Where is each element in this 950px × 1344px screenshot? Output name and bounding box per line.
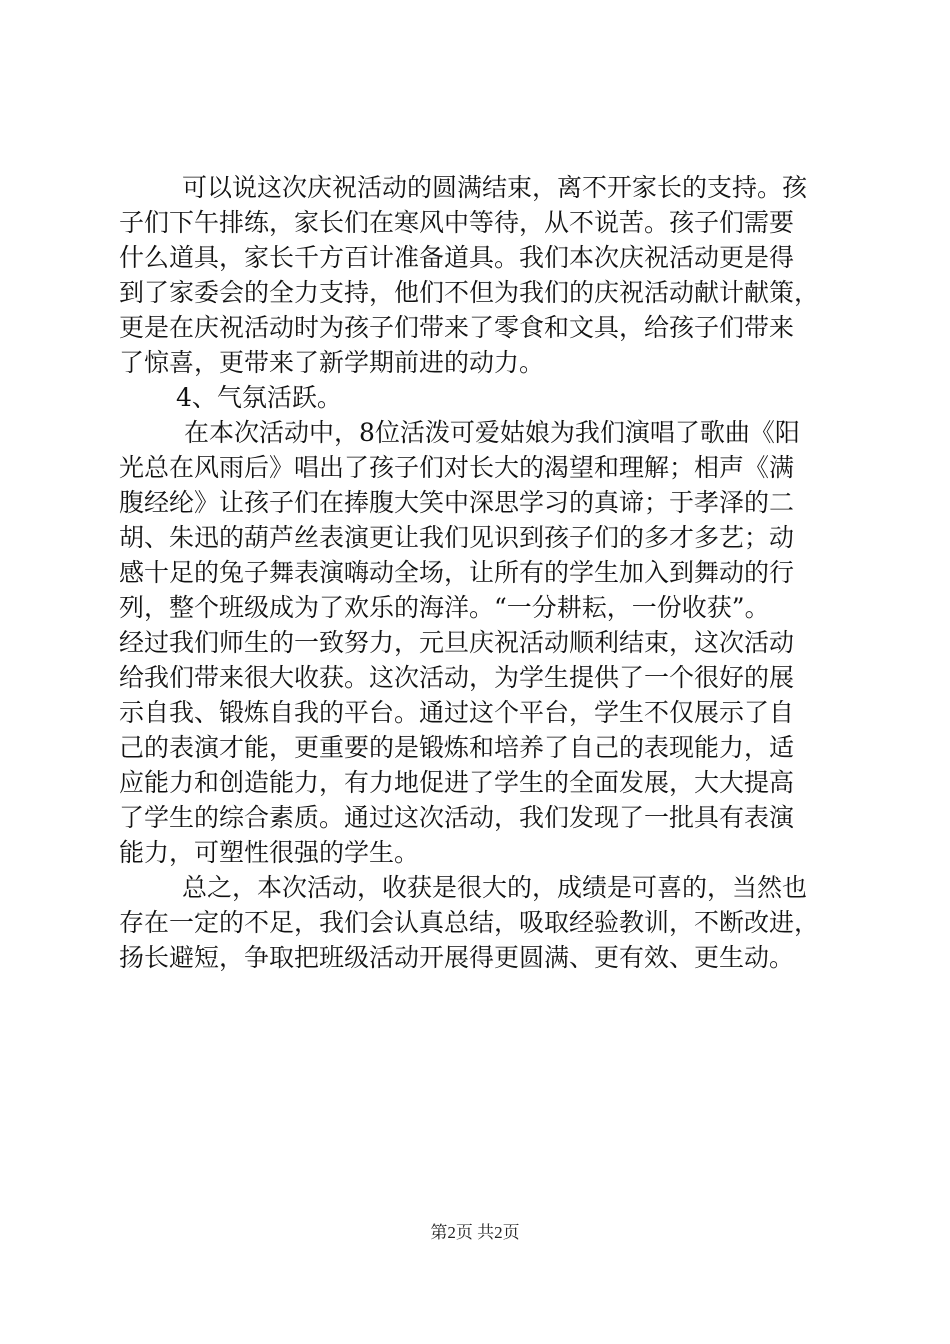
text-line: 经过我们师生的一致努力，元旦庆祝活动顺利结束，这次活动 (119, 628, 795, 657)
text-line: 到了家委会的全力支持，他们不但为我们的庆祝活动献计献策， (119, 278, 820, 307)
text-line: 更是在庆祝活动时为孩子们带来了零食和文具，给孩子们带来 (119, 313, 795, 342)
text-line: 腹经纶》让孩子们在捧腹大笑中深思学习的真谛；于孝泽的二 (119, 488, 795, 517)
text-line: 了学生的综合素质。通过这次活动，我们发现了一批具有表演 (119, 803, 795, 832)
text-line: 示自我、锻炼自我的平台。通过这个平台，学生不仅展示了自 (119, 698, 795, 727)
text-line: 存在一定的不足，我们会认真总结，吸取经验教训，不断改进， (119, 908, 820, 937)
section-heading: 4、气氛活跃。 (176, 383, 342, 412)
text-line: 扬长避短，争取把班级活动开展得更圆满、更有效、更生动。 (119, 943, 795, 972)
page-number-footer: 第2页 共2页 (430, 1223, 520, 1242)
text-line: 感十足的兔子舞表演嗨动全场，让所有的学生加入到舞动的行 (119, 558, 795, 587)
text-line: 列，整个班级成为了欢乐的海洋。“一分耕耘，一份收获”。 (119, 593, 770, 622)
text-line: 应能力和创造能力，有力地促进了学生的全面发展，大大提高 (119, 768, 795, 797)
text-line: 子们下午排练，家长们在寒风中等待，从不说苦。孩子们需要 (119, 208, 795, 237)
text-line: 了惊喜，更带来了新学期前进的动力。 (119, 348, 545, 377)
text-line: 可以说这次庆祝活动的圆满结束，离不开家长的支持。孩 (182, 173, 808, 202)
text-line: 胡、朱迅的葫芦丝表演更让我们见识到孩子们的多才多艺；动 (119, 523, 795, 552)
text-line: 己的表演才能，更重要的是锻炼和培养了自己的表现能力，适 (119, 733, 795, 762)
text-line: 给我们带来很大收获。这次活动，为学生提供了一个很好的展 (119, 663, 795, 692)
text-line: 能力，可塑性很强的学生。 (119, 838, 420, 867)
text-line: 光总在风雨后》唱出了孩子们对长大的渴望和理解；相声《满 (119, 453, 795, 482)
text-line: 总之，本次活动，收获是很大的，成绩是可喜的，当然也 (182, 873, 808, 902)
text-line: 什么道具，家长千方百计准备道具。我们本次庆祝活动更是得 (119, 243, 795, 272)
text-line: 在本次活动中，8位活泼可爱姑娘为我们演唱了歌曲《阳 (184, 418, 800, 447)
